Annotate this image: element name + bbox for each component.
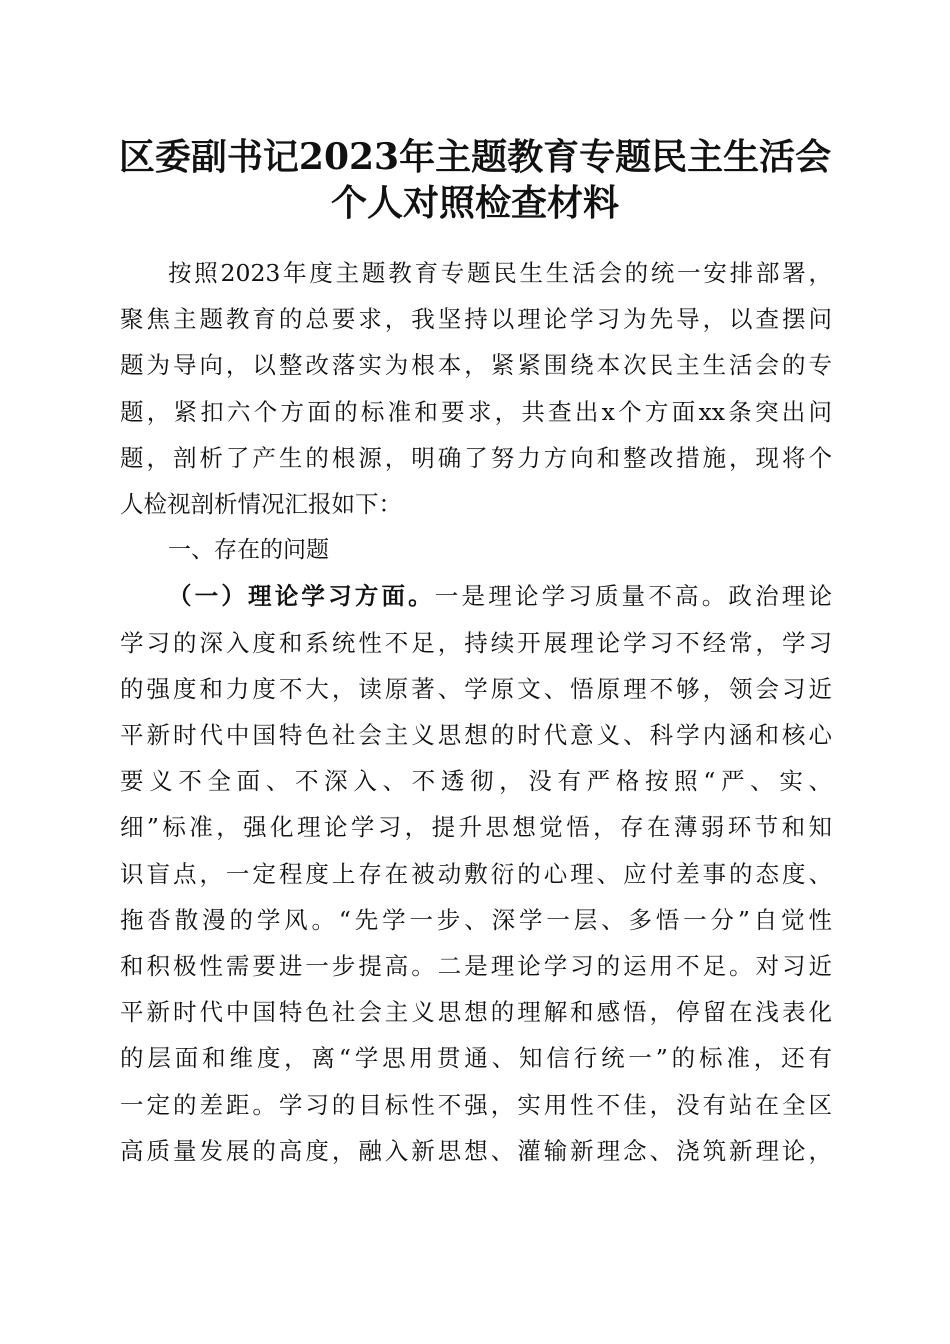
intro-line: 题为导向，以整改落实为根本，紧紧围绕本次民主生活会的专 [120, 351, 832, 380]
paragraph-line: 平新时代中国特色社会主义思想的时代意义、科学内涵和核心 [120, 721, 832, 750]
section-heading: 一、存在的问题 [168, 537, 329, 564]
paragraph-line: 学习的深入度和系统性不足，持续开展理论学习不经常，学习 [120, 628, 832, 657]
title-line-1: 区委副书记2023年主题教育专题民主生活会 [118, 136, 832, 178]
paragraph-line: 平新时代中国特色社会主义思想的理解和感悟，停留在浅表化 [120, 998, 832, 1027]
title-line-2: 个人对照检查材料 [330, 182, 619, 224]
intro-line: 题，剖析了产生的根源，明确了努力方向和整改措施，现将个 [120, 443, 832, 472]
theory-study-paragraph [120, 573, 832, 1174]
paragraph-line: 拖沓散漫的学风。“先学一步、深学一层、多悟一分”自觉性 [120, 905, 832, 934]
paragraph-text: 一是理论学习质量不高。政治理论 [434, 582, 832, 611]
paragraph-line: 的强度和力度不大，读原著、学原文、悟原理不够，领会习近 [120, 674, 832, 703]
paragraph-line: 细”标准，强化理论学习，提升思想觉悟，存在薄弱环节和知 [120, 813, 832, 842]
paragraph-line: 高质量发展的高度，融入新思想、灌输新理念、浇筑新理论， [120, 1136, 832, 1165]
paragraph-line: 识盲点，一定程度上存在被动敷衍的心理、应付差事的态度、 [120, 859, 832, 888]
subsection-heading: （一）理论学习方面。 [168, 582, 435, 611]
intro-line: 题，紧扣六个方面的标准和要求，共查出x个方面xx条突出问 [120, 397, 832, 426]
intro-line: 人检视剖析情况汇报如下： [120, 490, 402, 519]
document-body [120, 250, 832, 1174]
paragraph-line: 和积极性需要进一步提高。二是理论学习的运用不足。对习近 [120, 952, 832, 981]
intro-line: 聚焦主题教育的总要求，我坚持以理论学习为先导，以查摆问 [120, 305, 832, 334]
document-title [0, 134, 950, 226]
paragraph-line: 的层面和维度，离“学思用贯通、知信行统一”的标准，还有 [120, 1044, 832, 1073]
paragraph-line: 要义不全面、不深入、不透彻，没有严格按照“严、实、 [120, 767, 832, 796]
paragraph-line: 一定的差距。学习的目标性不强，实用性不佳，没有站在全区 [120, 1090, 832, 1119]
intro-line: 按照2023年度主题教育专题民生生活会的统一安排部署， [168, 259, 832, 287]
paragraph-line [120, 573, 832, 619]
intro-paragraph [120, 250, 832, 527]
